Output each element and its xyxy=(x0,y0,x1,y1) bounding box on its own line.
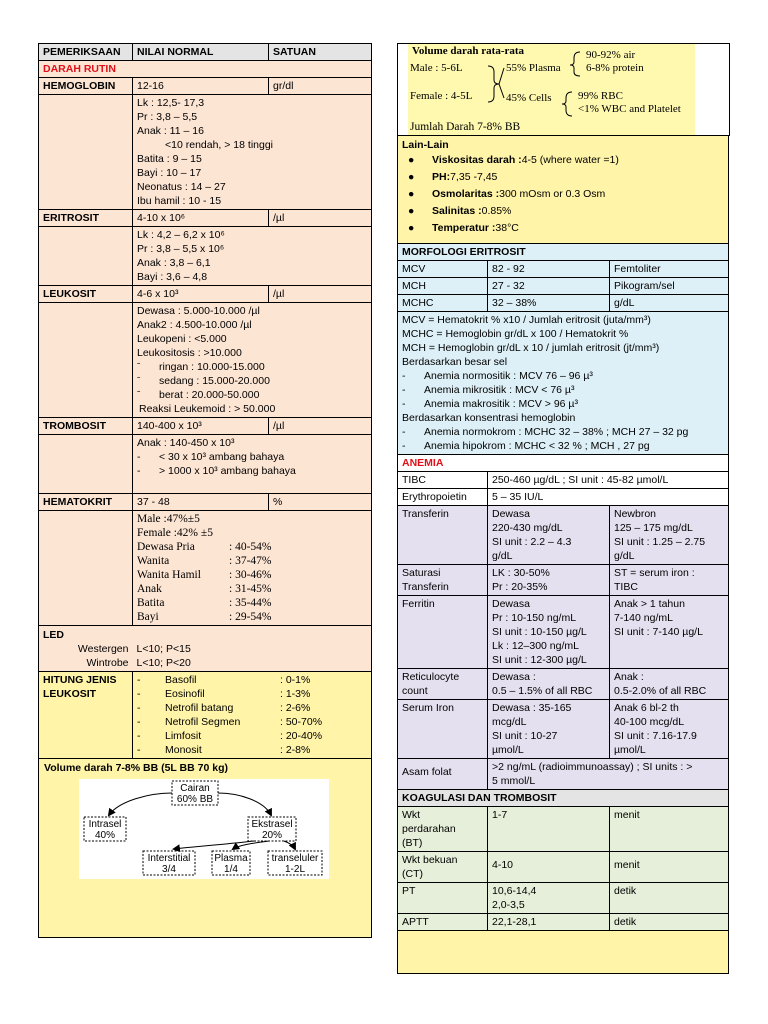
table-header-row xyxy=(39,44,372,61)
tibc-row: TIBC 250-460 µg/dL ; SI unit : 45-82 µmol/L xyxy=(398,472,729,489)
eritrosit-label: ERITROSIT xyxy=(39,210,133,227)
hematokrit-value: 37 - 48 xyxy=(133,494,269,511)
hemoglobin-value: 12-16 xyxy=(133,78,269,95)
transferin-row: Transferin Dewasa 220-430 mg/dL SI unit : 2.2 – 4.3 g/dL Newbron 125 – 175 mg/dL SI unit : 1.25 – 2.75 g/dL xyxy=(398,506,729,565)
section-darah-rutin: DARAH RUTIN xyxy=(39,61,372,78)
mch-row: MCH 27 - 32 Pikogram/sel xyxy=(398,278,729,295)
hitung-jenis-values: - Basofil : 0-1% - Eosinofil : 1-3% - Netrofil batang : 2-6% - Netrofil Segmen : 50-70% - Limfosit : 20-40% - Monosit : 2-8% xyxy=(133,672,372,759)
leukosit-details: Dewasa : 5.000-10.000 /µl Anak2 : 4.500-10.000 /µl Leukopeni : <5.000 Leukositosis : >10.000 ˉ ringan : 10.000-15.000 ˉ sedang : 15.000-20.000 ˉ berat : 20.000-50.000 Reaksi Leukemoid : > 50.000 xyxy=(133,303,372,418)
node-cairan xyxy=(172,781,218,805)
right-table xyxy=(397,135,728,974)
hemoglobin-unit: gr/dl xyxy=(269,78,372,95)
eritrosit-value: 4-10 x 10⁶ xyxy=(133,210,269,227)
svg-text:40%: 40% xyxy=(94,830,116,841)
svg-text:Ekstrasel: Ekstrasel xyxy=(251,819,293,830)
trombosit-details: Anak : 140-450 x 10³ - < 30 x 10³ ambang bahaya - > 1000 x 10³ ambang bahaya xyxy=(133,435,372,494)
svg-text:60% BB: 60% BB xyxy=(176,794,214,805)
led-row: LED Westergen Wintrobe L<10; P<15 L<10; P<20 xyxy=(39,626,372,672)
vol-braces xyxy=(408,44,695,136)
vol-rbc: 99% RBC xyxy=(578,90,623,102)
node-plasma xyxy=(212,851,250,875)
reticulocyte-row: Reticulocyte count Dewasa : 0.5 – 1.5% of all RBC Anak : 0.5-2.0% of all RBC xyxy=(398,669,729,700)
vol-cells: 45% Cells xyxy=(506,92,552,104)
svg-text:1-2L: 1-2L xyxy=(284,864,306,875)
hemoglobin-row xyxy=(39,78,372,95)
hematokrit-details: Male : 47%±5 Female : 42% ±5 Dewasa Pria : 40-54% Wanita : 37-47% Wanita Hamil : 30-46% Anak : 31-45% Batita : 35-44% Bayi : 29-54% xyxy=(133,511,372,626)
volume-darah-title: Volume darah 7-8% BB (5L BB 70 kg) xyxy=(44,762,228,774)
blank-footer-row xyxy=(398,931,729,974)
trombosit-value: 140-400 x 10³ xyxy=(133,418,269,435)
eritrosit-row xyxy=(39,210,372,227)
hitung-jenis-label: HITUNG JENIS LEUKOSIT xyxy=(39,672,133,759)
pt-row: PT 10,6-14,4 2,0-3,5 detik xyxy=(398,883,729,914)
hemoglobin-details: Lk : 12,5- 17,3 Pr : 3,8 – 5,5 Anak : 11 – 16 <10 rendah, > 18 tinggi Batita : 9 – 15 Bayi : 10 – 17 Neonatus : 14 – 27 Ibu hamil : 10 - 15 xyxy=(133,95,372,210)
svg-text:Cairan: Cairan xyxy=(180,783,210,794)
eritrosit-details: Lk : 4,2 – 6,2 x 10⁶ Pr : 3,8 – 5,5 x 10⁶ Anak : 3,8 – 6,1 Bayi : 3,6 – 4,8 xyxy=(133,227,372,286)
koagulasi-title: KOAGULASI DAN TROMBOSIT xyxy=(398,790,729,807)
left-table xyxy=(38,43,371,938)
vol-wbc: <1% WBC and Platelet xyxy=(578,103,681,115)
header-satuan: SATUAN xyxy=(269,44,372,61)
volume-darah-row xyxy=(39,759,372,938)
vol-male: Male : 5-6L xyxy=(410,62,463,74)
trombosit-label: TROMBOSIT xyxy=(39,418,133,435)
trombosit-unit: /µl xyxy=(269,418,372,435)
morfologi-title: MORFOLOGI ERITROSIT xyxy=(398,244,729,261)
ferritin-row: Ferritin Dewasa Pr : 10-150 ng/mL SI unit : 10-150 µg/L Lk : 12–300 ng/mL SI unit : 12-300 µg/L Anak > 1 tahun 7-140 ng/mL SI unit : 7-140 µg/L xyxy=(398,596,729,669)
header-nilai-normal: NILAI NORMAL xyxy=(133,44,269,61)
svg-text:Intrasel: Intrasel xyxy=(88,819,122,830)
leukosit-label: LEUKOSIT xyxy=(39,286,133,303)
header-pemeriksaan: PEMERIKSAAN xyxy=(39,44,133,61)
saturasi-row: Saturasi Transferin LK : 30-50% Pr : 20-35% ST = serum iron : TIBC xyxy=(398,565,729,596)
node-ekstrasel xyxy=(248,817,296,841)
blood-composition-box xyxy=(397,43,730,136)
svg-text:1/4: 1/4 xyxy=(224,864,238,875)
led-values: L<10; P<15 L<10; P<20 xyxy=(133,626,372,672)
svg-text:Plasma: Plasma xyxy=(214,853,248,864)
asam-folat-row: Asam folat >2 ng/mL (radioimmunoassay) ; SI units : > 5 mmol/L xyxy=(398,759,729,790)
trombosit-row xyxy=(39,418,372,435)
leukosit-value: 4-6 x 10³ xyxy=(133,286,269,303)
mcv-row: MCV 82 - 92 Femtoliter xyxy=(398,261,729,278)
fluid-compartment-diagram xyxy=(79,779,329,879)
hematokrit-label: HEMATOKRIT xyxy=(39,494,133,511)
leukosit-unit: /µl xyxy=(269,286,372,303)
vol-jumlah: Jumlah Darah 7-8% BB xyxy=(410,121,521,133)
vol-protein: 6-8% protein xyxy=(586,62,644,74)
lain-lain-title: Lain-Lain xyxy=(402,139,449,151)
led-label: LED xyxy=(43,629,64,641)
hitung-jenis-row xyxy=(39,672,372,759)
serum-iron-row: Serum Iron Dewasa : 35-165 mcg/dL SI unit : 10-27 µmol/L Anak 6 bl-2 th 40-100 mcg/dL SI unit : 7.16-17.9 µmol/L xyxy=(398,700,729,759)
vol-air: 90-92% air xyxy=(586,49,636,61)
hematokrit-unit: % xyxy=(269,494,372,511)
svg-text:Interstitial: Interstitial xyxy=(147,853,191,864)
node-interstitial xyxy=(143,851,195,875)
vol-plasma: 55% Plasma xyxy=(506,62,561,74)
morfologi-notes: MCV = Hematokrit % x10 / Jumlah eritrosit (juta/mm³) MCHC = Hemoglobin gr/dL x 100 / Hematokrit % MCH = Hemoglobin gr/dL x 10 / jumlah eritrosit (jt/mm³) Berdasarkan besar sel - Anemia normositik : MCV 76 – 96 µ³ - Anemia mikrositik : MCV < 76 µ³ - Anemia makrositik : MCV > 96 µ³ Berdasarkan konsentrasi hemoglobin - Anemia normokrom : MCHC 32 – 38% ; MCH 27 – 32 pg - Anemia hipokrom : MCHC < 32 % ; MCH , 27 pg xyxy=(398,312,729,455)
erythropoietin-row: Erythropoietin 5 – 35 IU/L xyxy=(398,489,729,506)
aptt-row: APTT 22,1-28,1 detik xyxy=(398,914,729,931)
hemoglobin-label: HEMOGLOBIN xyxy=(39,78,133,95)
vol-female: Female : 4-5L xyxy=(410,90,473,102)
leukosit-row xyxy=(39,286,372,303)
eritrosit-unit: /µl xyxy=(269,210,372,227)
anemia-title: ANEMIA xyxy=(398,455,729,472)
vol-title: Volume darah rata-rata xyxy=(412,45,525,57)
ct-row: Wkt bekuan (CT) 4-10 menit xyxy=(398,852,729,883)
svg-text:20%: 20% xyxy=(261,830,283,841)
svg-text:transeluler: transeluler xyxy=(271,853,319,864)
mchc-row: MCHC 32 – 38% g/dL xyxy=(398,295,729,312)
node-intrasel xyxy=(84,817,126,841)
node-transeluler xyxy=(268,851,322,875)
bt-row: Wkt perdarahan (BT) 1-7 menit xyxy=(398,807,729,852)
hematokrit-row xyxy=(39,494,372,511)
svg-text:3/4: 3/4 xyxy=(162,864,176,875)
lain-lain-row: Lain-Lain ● Viskositas darah : 4-5 (where water =1) ● PH: 7,35 -7,45 ● Osmolaritas : 300 mOsm or 0.3 Osm ● Salinitas : 0.85% ● Temperatur : 38°C xyxy=(398,136,729,244)
